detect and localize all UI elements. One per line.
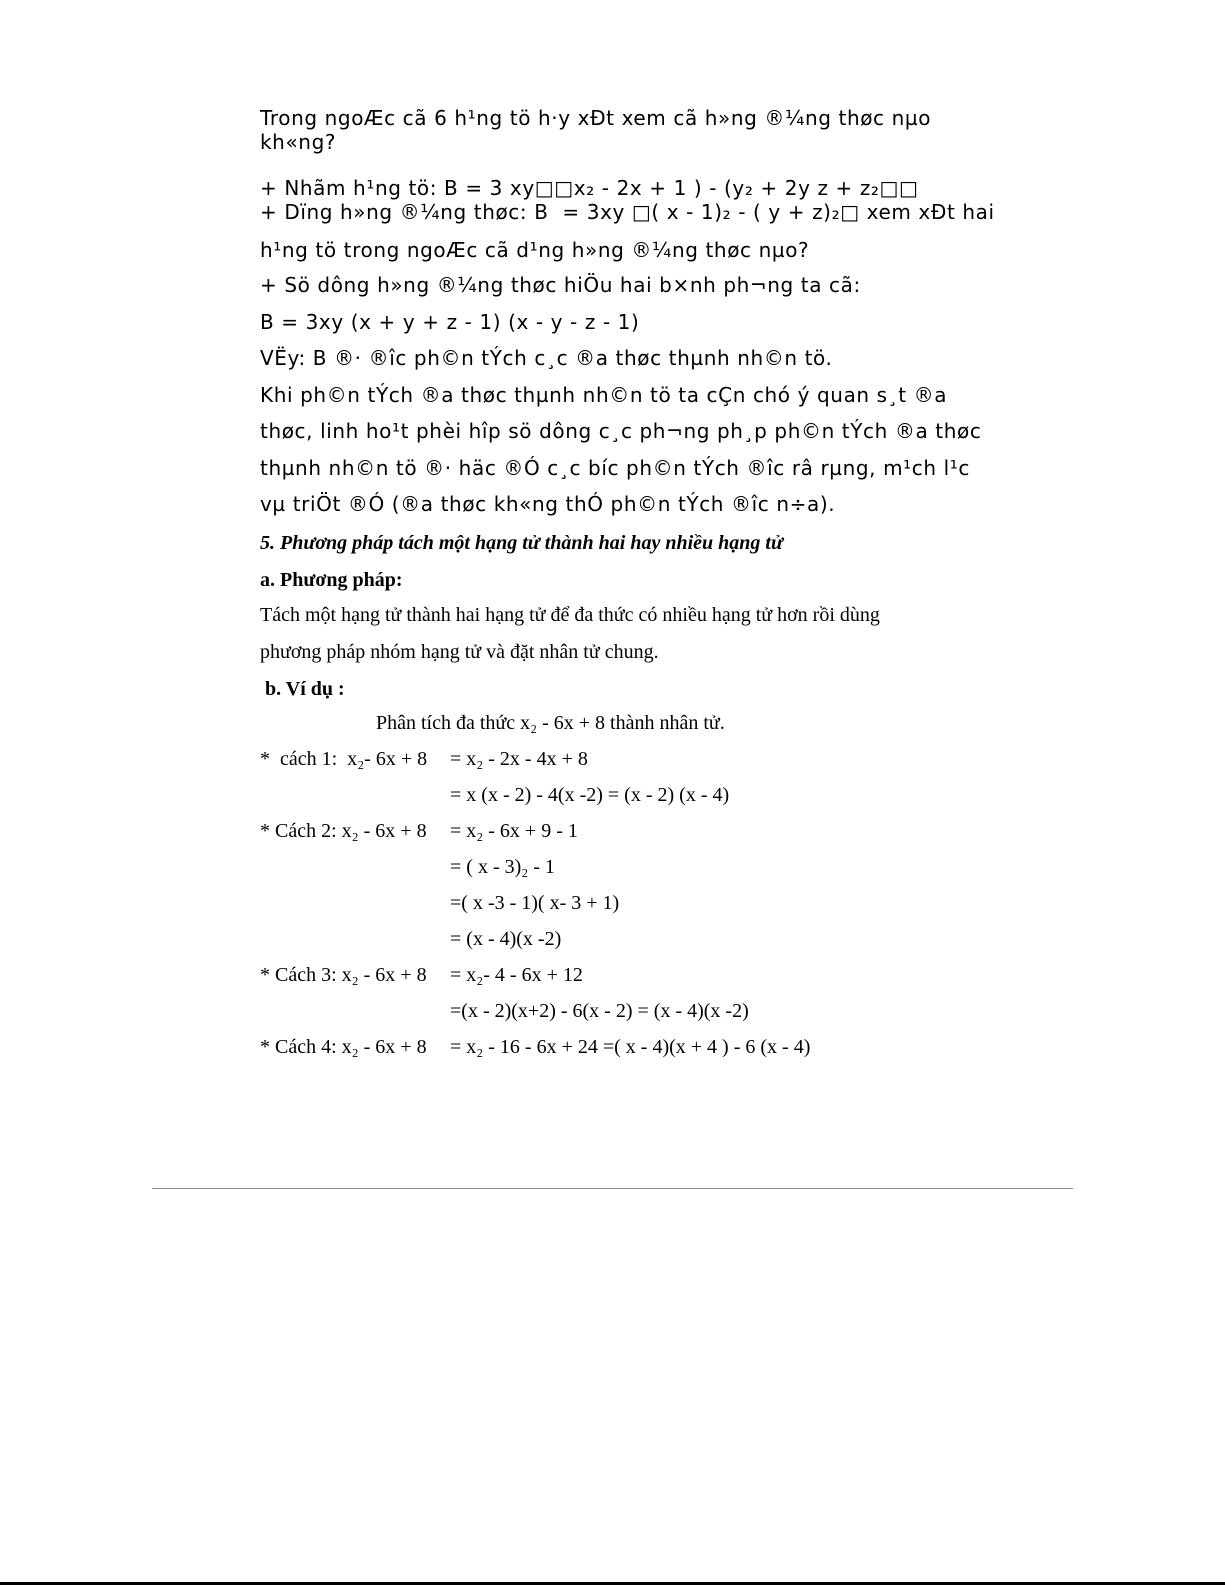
solution-right: = x₂- 4 - 6x + 12: [450, 964, 583, 986]
legacy-line-6: + Sö dông h»ng ®¼ng thøc hiÖu hai b×nh ph¬ng ta cã:: [260, 273, 861, 297]
legacy-line-10: thøc, linh ho¹t phèi hîp sö dông c¸c ph¬ng ph¸p ph©n tÝch ®a thøc: [260, 419, 982, 443]
legacy-line-3: + Nhãm h¹ng tö: B = 3 xy□□x₂ - 2x + 1 ) - (y₂ + 2y z + z₂□□: [260, 176, 919, 200]
legacy-line-7: B = 3xy (x + y + z - 1) (x - y - z - 1): [260, 310, 640, 334]
solution-left: * Cách 3: x₂ - 6x + 8: [260, 964, 427, 986]
legacy-line-1: Trong ngoÆc cã 6 h¹ng tö h·y xÐt xem cã h»ng ®¼ng thøc nµo: [260, 106, 932, 130]
legacy-line-12: vµ triÖt ®Ó (®a thøc kh«ng thÓ ph©n tÝch ®îc n÷a).: [260, 492, 836, 516]
solution-right: = x (x - 2) - 4(x -2) = (x - 2) (x - 4): [450, 784, 730, 806]
legacy-line-8: VËy: B ®· ®îc ph©n tÝch c¸c ®a thøc thµnh nh©n tö.: [260, 346, 833, 370]
method-text-1: Tách một hạng tử thành hai hạng tử để đa thức có nhiều hạng tử hơn rồi dùng: [260, 604, 880, 626]
solution-right: =( x -3 - 1)( x- 3 + 1): [450, 892, 620, 914]
solution-right: = x₂ - 6x + 9 - 1: [450, 820, 578, 842]
solution-right: = ( x - 3)₂ - 1: [450, 856, 555, 878]
solution-right: = (x - 4)(x -2): [450, 928, 562, 950]
legacy-line-2: kh«ng?: [260, 130, 337, 154]
page-divider: [152, 1188, 1073, 1189]
solution-left: * Cách 4: x₂ - 6x + 8: [260, 1036, 427, 1058]
method-text-2: phương pháp nhóm hạng tử và đặt nhân tử chung.: [260, 641, 659, 663]
example-task: Phân tích đa thức x₂ - 6x + 8 thành nhân tử.: [376, 712, 725, 734]
solution-right: =(x - 2)(x+2) - 6(x - 2) = (x - 4)(x -2): [450, 1000, 749, 1022]
solution-right: = x₂ - 2x - 4x + 8: [450, 748, 588, 770]
method-label: a. Phương pháp:: [260, 569, 403, 591]
legacy-line-4: + Dïng h»ng ®¼ng thøc: B = 3xy □( x - 1)₂ - ( y + z)₂□ xem xÐt hai: [260, 200, 995, 224]
solution-right: = x₂ - 16 - 6x + 24 =( x - 4)(x + 4 ) - 6 (x - 4): [450, 1036, 811, 1058]
legacy-line-11: thµnh nh©n tö ®· häc ®Ó c¸c bíc ph©n tÝch ®îc râ rµng, m¹ch l¹c: [260, 456, 970, 480]
solution-left: * cách 1: x₂- 6x + 8: [260, 748, 428, 770]
solution-left: * Cách 2: x₂ - 6x + 8: [260, 820, 427, 842]
example-label: b. Ví dụ :: [260, 678, 345, 700]
legacy-line-5: h¹ng tö trong ngoÆc cã d¹ng h»ng ®¼ng thøc nµo?: [260, 238, 810, 262]
legacy-line-9: Khi ph©n tÝch ®a thøc thµnh nh©n tö ta cÇn chó ý quan s¸t ®a: [260, 383, 948, 407]
section-heading: 5. Phương pháp tách một hạng tử thành hai hay nhiều hạng tử: [260, 532, 783, 554]
